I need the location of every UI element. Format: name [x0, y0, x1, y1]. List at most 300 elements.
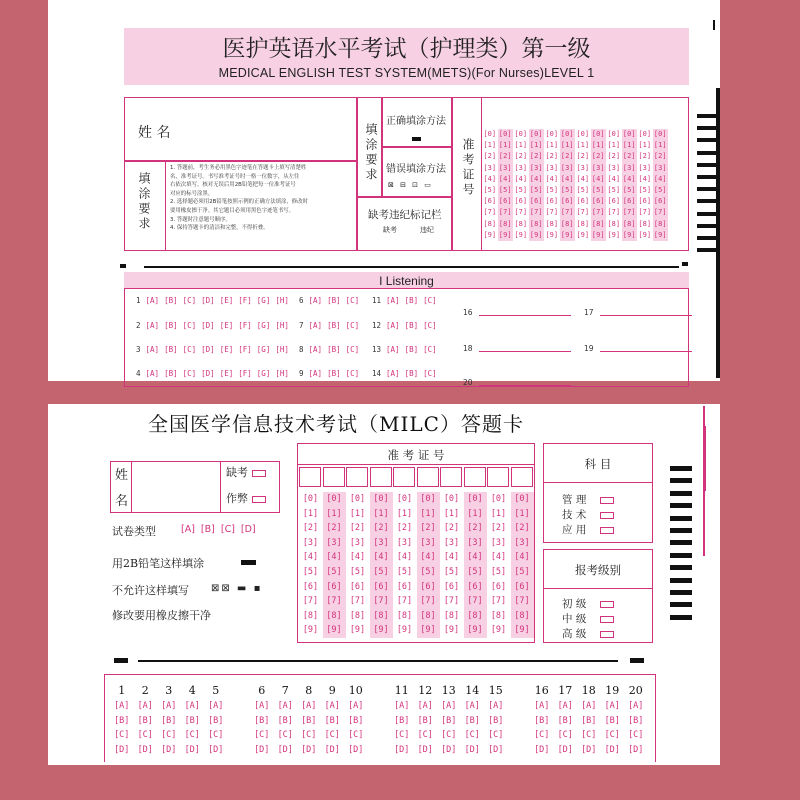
- digit-bubble[interactable]: [2]: [498, 152, 512, 161]
- choice-bubble[interactable]: [B]: [164, 296, 178, 305]
- subject-option[interactable]: [562, 507, 614, 522]
- digit-bubble[interactable]: [7]: [638, 208, 652, 217]
- choice-bubble[interactable]: [B]: [404, 296, 419, 305]
- digit-bubble[interactable]: [5]: [622, 185, 636, 194]
- digit-bubble[interactable]: [7]: [514, 208, 528, 217]
- digit-bubble[interactable]: [8]: [529, 219, 543, 228]
- answer-bubble[interactable]: [D]: [184, 744, 200, 755]
- choice-bubble[interactable]: [A]: [386, 296, 400, 305]
- subject-option-bubble[interactable]: [600, 527, 614, 534]
- answer-bubble[interactable]: [B]: [628, 715, 644, 726]
- digit-bubble[interactable]: [1]: [560, 141, 574, 150]
- digit-bubble[interactable]: [2]: [467, 523, 483, 534]
- level-option[interactable]: [562, 596, 614, 611]
- digit-bubble[interactable]: [6]: [349, 581, 366, 592]
- digit-bubble[interactable]: [9]: [483, 230, 497, 239]
- subject-option[interactable]: [562, 522, 614, 537]
- digit-bubble[interactable]: [3]: [483, 163, 497, 172]
- answer-bubble[interactable]: [B]: [394, 715, 410, 726]
- choice-bubble[interactable]: [H]: [275, 321, 289, 330]
- digit-bubble[interactable]: [7]: [576, 208, 590, 217]
- answer-bubble[interactable]: [D]: [254, 744, 270, 755]
- digit-bubble[interactable]: [2]: [514, 523, 530, 534]
- digit-bubble[interactable]: [2]: [638, 152, 652, 161]
- question-row[interactable]: [372, 321, 437, 330]
- fill-item[interactable]: [463, 308, 571, 317]
- answer-bubble[interactable]: [A]: [604, 701, 620, 711]
- fill-item-line[interactable]: [479, 346, 571, 352]
- digit-bubble[interactable]: [0]: [498, 130, 512, 138]
- digit-bubble[interactable]: [7]: [545, 208, 559, 217]
- digit-bubble[interactable]: [5]: [607, 185, 621, 194]
- digit-bubble[interactable]: [0]: [467, 494, 483, 504]
- level-option-bubble[interactable]: [600, 616, 614, 623]
- digit-bubble[interactable]: [1]: [302, 508, 319, 519]
- answer-bubble[interactable]: [B]: [301, 715, 317, 726]
- choice-bubble[interactable]: [D]: [201, 321, 215, 330]
- digit-bubble[interactable]: [8]: [560, 219, 574, 228]
- answer-bubble[interactable]: [A]: [394, 701, 410, 711]
- answer-group[interactable]: [530, 684, 648, 757]
- digit-bubble[interactable]: [9]: [498, 230, 512, 239]
- exam-id-column[interactable]: [560, 129, 576, 241]
- digit-bubble[interactable]: [6]: [373, 581, 389, 592]
- answer-bubble[interactable]: [A]: [114, 701, 130, 711]
- digit-bubble[interactable]: [5]: [467, 566, 483, 577]
- digit-bubble[interactable]: [8]: [498, 219, 512, 228]
- digit-bubble[interactable]: [0]: [396, 494, 413, 504]
- digit-bubble[interactable]: [3]: [622, 163, 636, 172]
- answer-bubble[interactable]: [C]: [208, 730, 224, 740]
- answer-bubble[interactable]: [A]: [184, 701, 200, 711]
- answer-column[interactable]: [414, 684, 438, 757]
- digit-bubble[interactable]: [4]: [467, 552, 483, 563]
- choice-bubble[interactable]: [C]: [182, 369, 197, 378]
- choice-bubble[interactable]: [E]: [219, 345, 234, 354]
- digit-bubble[interactable]: [8]: [302, 610, 319, 621]
- answer-bubble[interactable]: [B]: [277, 715, 293, 726]
- digit-bubble[interactable]: [5]: [373, 566, 389, 577]
- exam-id-column[interactable]: [440, 492, 463, 638]
- digit-bubble[interactable]: [7]: [326, 596, 342, 607]
- digit-bubble[interactable]: [3]: [545, 163, 559, 172]
- answer-bubble[interactable]: [A]: [301, 701, 317, 711]
- digit-bubble[interactable]: [3]: [576, 163, 590, 172]
- digit-bubble[interactable]: [6]: [490, 581, 507, 592]
- digit-bubble[interactable]: [9]: [490, 625, 507, 636]
- digit-bubble[interactable]: [4]: [349, 552, 366, 563]
- exam-id-write-cell[interactable]: [417, 467, 439, 487]
- digit-bubble[interactable]: [1]: [591, 141, 605, 150]
- question-row[interactable]: [136, 345, 289, 354]
- choice-bubble[interactable]: [A]: [308, 369, 323, 378]
- answer-column[interactable]: [437, 684, 461, 757]
- digit-bubble[interactable]: [3]: [443, 537, 460, 548]
- digit-bubble[interactable]: [7]: [467, 596, 483, 607]
- digit-bubble[interactable]: [2]: [326, 523, 342, 534]
- answer-bubble[interactable]: [C]: [137, 730, 153, 740]
- digit-bubble[interactable]: [9]: [420, 625, 436, 636]
- choice-bubble[interactable]: [B]: [404, 321, 419, 330]
- digit-bubble[interactable]: [6]: [514, 197, 528, 206]
- digit-bubble[interactable]: [4]: [529, 174, 543, 183]
- digit-bubble[interactable]: [4]: [607, 174, 621, 183]
- answer-column[interactable]: [601, 684, 625, 757]
- choice-bubble[interactable]: [D]: [201, 345, 215, 354]
- digit-bubble[interactable]: [6]: [545, 197, 559, 206]
- digit-bubble[interactable]: [2]: [302, 523, 319, 534]
- answer-bubble[interactable]: [C]: [254, 730, 270, 740]
- digit-bubble[interactable]: [7]: [483, 208, 497, 217]
- digit-bubble[interactable]: [9]: [326, 625, 342, 636]
- digit-bubble[interactable]: [8]: [349, 610, 366, 621]
- digit-bubble[interactable]: [9]: [302, 625, 319, 636]
- exam-id-column[interactable]: [511, 492, 534, 638]
- digit-bubble[interactable]: [7]: [607, 208, 621, 217]
- digit-bubble[interactable]: [6]: [396, 581, 413, 592]
- answer-bubble[interactable]: [D]: [394, 744, 410, 755]
- choice-bubble[interactable]: [F]: [238, 345, 252, 354]
- choice-bubble[interactable]: [G]: [256, 345, 271, 354]
- answer-bubble[interactable]: [B]: [324, 715, 340, 726]
- absent-flag[interactable]: [226, 464, 266, 480]
- answer-column[interactable]: [250, 684, 274, 757]
- exam-id-column[interactable]: [637, 129, 653, 241]
- paper-type-options[interactable]: [181, 524, 256, 535]
- answer-bubble[interactable]: [B]: [208, 715, 224, 726]
- answer-bubble[interactable]: [B]: [441, 715, 457, 726]
- answer-bubble[interactable]: [D]: [534, 744, 550, 755]
- exam-id-column[interactable]: [323, 492, 346, 638]
- digit-bubble[interactable]: [8]: [607, 219, 621, 228]
- digit-bubble[interactable]: [8]: [514, 219, 528, 228]
- digit-bubble[interactable]: [5]: [576, 185, 590, 194]
- digit-bubble[interactable]: [1]: [529, 141, 543, 150]
- absent-bubble[interactable]: [252, 470, 266, 477]
- answer-group[interactable]: [390, 684, 508, 757]
- digit-bubble[interactable]: [6]: [302, 581, 319, 592]
- digit-bubble[interactable]: [2]: [490, 523, 507, 534]
- answer-column[interactable]: [344, 684, 368, 757]
- choice-bubble[interactable]: [G]: [256, 369, 271, 378]
- fill-item-line[interactable]: [600, 346, 692, 352]
- digit-bubble[interactable]: [5]: [560, 185, 574, 194]
- question-row[interactable]: [299, 321, 359, 330]
- digit-bubble[interactable]: [0]: [545, 130, 559, 138]
- choice-bubble[interactable]: [B]: [164, 321, 178, 330]
- digit-bubble[interactable]: [5]: [591, 185, 605, 194]
- choice-bubble[interactable]: [A]: [145, 321, 160, 330]
- digit-bubble[interactable]: [5]: [302, 566, 319, 577]
- digit-bubble[interactable]: [8]: [420, 610, 436, 621]
- digit-bubble[interactable]: [9]: [545, 230, 559, 239]
- answer-bubble[interactable]: [D]: [557, 744, 573, 755]
- answer-bubble[interactable]: [B]: [417, 715, 433, 726]
- digit-bubble[interactable]: [1]: [490, 508, 507, 519]
- digit-bubble[interactable]: [0]: [514, 130, 528, 138]
- answer-group[interactable]: [250, 684, 368, 757]
- answer-column[interactable]: [530, 684, 554, 757]
- digit-bubble[interactable]: [3]: [529, 163, 543, 172]
- answer-bubble[interactable]: [D]: [604, 744, 620, 755]
- fill-item-line[interactable]: [479, 380, 571, 386]
- digit-bubble[interactable]: [5]: [490, 566, 507, 577]
- digit-bubble[interactable]: [4]: [638, 174, 652, 183]
- exam-id-write-cell[interactable]: [511, 467, 533, 487]
- digit-bubble[interactable]: [1]: [373, 508, 389, 519]
- digit-bubble[interactable]: [9]: [576, 230, 590, 239]
- digit-bubble[interactable]: [7]: [490, 596, 507, 607]
- digit-bubble[interactable]: [7]: [622, 208, 636, 217]
- answer-bubble[interactable]: [B]: [557, 715, 573, 726]
- digit-bubble[interactable]: [3]: [490, 537, 507, 548]
- choice-bubble[interactable]: [C]: [182, 321, 197, 330]
- choice-bubble[interactable]: [H]: [275, 345, 289, 354]
- choice-bubble[interactable]: [G]: [256, 296, 271, 305]
- digit-bubble[interactable]: [6]: [443, 581, 460, 592]
- digit-bubble[interactable]: [0]: [302, 494, 319, 504]
- choice-bubble[interactable]: [D]: [201, 369, 215, 378]
- digit-bubble[interactable]: [3]: [498, 163, 512, 172]
- exam-id-column[interactable]: [591, 129, 607, 241]
- digit-bubble[interactable]: [4]: [326, 552, 342, 563]
- digit-bubble[interactable]: [7]: [302, 596, 319, 607]
- cheat-flag[interactable]: [226, 490, 266, 506]
- digit-bubble[interactable]: [0]: [607, 130, 621, 138]
- answer-bubble[interactable]: [A]: [534, 701, 550, 711]
- digit-bubble[interactable]: [1]: [653, 141, 667, 150]
- digit-bubble[interactable]: [8]: [490, 610, 507, 621]
- answer-bubble[interactable]: [A]: [137, 701, 153, 711]
- digit-bubble[interactable]: [4]: [396, 552, 413, 563]
- digit-bubble[interactable]: [4]: [622, 174, 636, 183]
- digit-bubble[interactable]: [0]: [373, 494, 389, 504]
- answer-bubble[interactable]: [C]: [394, 730, 410, 740]
- choice-bubble[interactable]: [D]: [201, 296, 215, 305]
- exam-id-write-cell[interactable]: [440, 467, 462, 487]
- digit-bubble[interactable]: [3]: [349, 537, 366, 548]
- answer-column[interactable]: [624, 684, 648, 757]
- answer-bubble[interactable]: [D]: [441, 744, 457, 755]
- choice-bubble[interactable]: [C]: [182, 296, 197, 305]
- exam-id-grid[interactable]: [482, 129, 668, 241]
- digit-bubble[interactable]: [8]: [576, 219, 590, 228]
- digit-bubble[interactable]: [5]: [638, 185, 652, 194]
- answer-bubble[interactable]: [D]: [137, 744, 153, 755]
- digit-bubble[interactable]: [5]: [443, 566, 460, 577]
- choice-bubble[interactable]: [B]: [164, 369, 178, 378]
- digit-bubble[interactable]: [7]: [420, 596, 436, 607]
- choice-bubble[interactable]: [B]: [327, 321, 341, 330]
- digit-bubble[interactable]: [1]: [498, 141, 512, 150]
- digit-bubble[interactable]: [3]: [607, 163, 621, 172]
- answer-bubble[interactable]: [A]: [417, 701, 433, 711]
- choice-bubble[interactable]: [C]: [423, 321, 437, 330]
- choice-bubble[interactable]: [C]: [423, 369, 437, 378]
- question-row[interactable]: [136, 321, 289, 330]
- subject-option-bubble[interactable]: [600, 497, 614, 504]
- digit-bubble[interactable]: [4]: [653, 174, 667, 183]
- answer-column[interactable]: [321, 684, 345, 757]
- exam-id-column[interactable]: [498, 129, 514, 241]
- choice-bubble[interactable]: [A]: [386, 369, 400, 378]
- exam-id-column[interactable]: [487, 492, 510, 638]
- exam-id-write-cell[interactable]: [299, 467, 321, 487]
- digit-bubble[interactable]: [0]: [622, 130, 636, 138]
- exam-id-write-cell[interactable]: [487, 467, 509, 487]
- digit-bubble[interactable]: [2]: [622, 152, 636, 161]
- answer-bubble[interactable]: [D]: [301, 744, 317, 755]
- digit-bubble[interactable]: [0]: [420, 494, 436, 504]
- answer-column[interactable]: [554, 684, 578, 757]
- answer-bubble[interactable]: [D]: [208, 744, 224, 755]
- choice-bubble[interactable]: [E]: [219, 321, 234, 330]
- digit-bubble[interactable]: [3]: [514, 537, 530, 548]
- digit-bubble[interactable]: [5]: [420, 566, 436, 577]
- answer-bubble[interactable]: [D]: [114, 744, 130, 755]
- answer-bubble[interactable]: [B]: [581, 715, 597, 726]
- exam-id-write-cell[interactable]: [464, 467, 486, 487]
- question-row[interactable]: [372, 369, 437, 378]
- digit-bubble[interactable]: [2]: [443, 523, 460, 534]
- digit-bubble[interactable]: [2]: [420, 523, 436, 534]
- digit-bubble[interactable]: [3]: [514, 163, 528, 172]
- digit-bubble[interactable]: [1]: [576, 141, 590, 150]
- subject-option[interactable]: [562, 492, 614, 507]
- digit-bubble[interactable]: [2]: [576, 152, 590, 161]
- digit-bubble[interactable]: [3]: [396, 537, 413, 548]
- answer-bubble[interactable]: [C]: [488, 730, 504, 740]
- digit-bubble[interactable]: [9]: [467, 625, 483, 636]
- level-option[interactable]: [562, 626, 614, 641]
- digit-bubble[interactable]: [8]: [653, 219, 667, 228]
- digit-bubble[interactable]: [4]: [514, 174, 528, 183]
- digit-bubble[interactable]: [0]: [514, 494, 530, 504]
- digit-bubble[interactable]: [6]: [591, 197, 605, 206]
- choice-bubble[interactable]: [A]: [308, 296, 323, 305]
- answer-bubble[interactable]: [B]: [604, 715, 620, 726]
- question-row[interactable]: [136, 369, 289, 378]
- choice-bubble[interactable]: [C]: [182, 345, 197, 354]
- digit-bubble[interactable]: [5]: [514, 566, 530, 577]
- exam-id-column[interactable]: [393, 492, 416, 638]
- digit-bubble[interactable]: [7]: [529, 208, 543, 217]
- digit-bubble[interactable]: [3]: [653, 163, 667, 172]
- digit-bubble[interactable]: [1]: [607, 141, 621, 150]
- answer-bubble[interactable]: [D]: [348, 744, 364, 755]
- fill-item[interactable]: [584, 308, 692, 317]
- answer-bubble[interactable]: [B]: [348, 715, 364, 726]
- answer-bubble[interactable]: [B]: [464, 715, 480, 726]
- digit-bubble[interactable]: [6]: [483, 197, 497, 206]
- digit-bubble[interactable]: [6]: [576, 197, 590, 206]
- answer-bubble[interactable]: [A]: [441, 701, 457, 711]
- choice-bubble[interactable]: [F]: [238, 321, 252, 330]
- digit-bubble[interactable]: [2]: [483, 152, 497, 161]
- digit-bubble[interactable]: [8]: [545, 219, 559, 228]
- choice-bubble[interactable]: [A]: [386, 345, 400, 354]
- digit-bubble[interactable]: [9]: [653, 230, 667, 239]
- digit-bubble[interactable]: [0]: [529, 130, 543, 138]
- digit-bubble[interactable]: [2]: [653, 152, 667, 161]
- answer-column[interactable]: [181, 684, 205, 757]
- exam-id-column[interactable]: [575, 129, 591, 241]
- digit-bubble[interactable]: [6]: [560, 197, 574, 206]
- digit-bubble[interactable]: [9]: [529, 230, 543, 239]
- answer-bubble[interactable]: [C]: [161, 730, 177, 740]
- paper-type-bubble[interactable]: [A]: [181, 524, 195, 535]
- digit-bubble[interactable]: [5]: [653, 185, 667, 194]
- answer-bubble[interactable]: [C]: [417, 730, 433, 740]
- fill-item-line[interactable]: [600, 310, 692, 316]
- digit-bubble[interactable]: [7]: [373, 596, 389, 607]
- answer-column[interactable]: [110, 684, 134, 757]
- digit-bubble[interactable]: [0]: [638, 130, 652, 138]
- choice-bubble[interactable]: [F]: [238, 296, 252, 305]
- digit-bubble[interactable]: [4]: [576, 174, 590, 183]
- choice-bubble[interactable]: [C]: [345, 296, 360, 305]
- digit-bubble[interactable]: [8]: [467, 610, 483, 621]
- answer-bubble[interactable]: [B]: [534, 715, 550, 726]
- question-row[interactable]: [299, 345, 359, 354]
- choice-bubble[interactable]: [B]: [164, 345, 178, 354]
- exam-id-column[interactable]: [417, 492, 440, 638]
- digit-bubble[interactable]: [7]: [653, 208, 667, 217]
- answer-bubble[interactable]: [B]: [488, 715, 504, 726]
- fill-item-line[interactable]: [479, 310, 571, 316]
- digit-bubble[interactable]: [9]: [514, 625, 530, 636]
- exam-id-column[interactable]: [513, 129, 529, 241]
- answer-bubble[interactable]: [A]: [161, 701, 177, 711]
- choice-bubble[interactable]: [H]: [275, 296, 289, 305]
- digit-bubble[interactable]: [8]: [622, 219, 636, 228]
- question-row[interactable]: [372, 345, 437, 354]
- digit-bubble[interactable]: [8]: [373, 610, 389, 621]
- cheat-bubble[interactable]: [252, 496, 266, 503]
- digit-bubble[interactable]: [0]: [490, 494, 507, 504]
- answer-column[interactable]: [461, 684, 485, 757]
- digit-bubble[interactable]: [8]: [396, 610, 413, 621]
- digit-bubble[interactable]: [4]: [302, 552, 319, 563]
- answer-bubble[interactable]: [C]: [184, 730, 200, 740]
- answer-bubble[interactable]: [D]: [161, 744, 177, 755]
- choice-bubble[interactable]: [B]: [327, 369, 341, 378]
- digit-bubble[interactable]: [7]: [349, 596, 366, 607]
- choice-bubble[interactable]: [C]: [423, 345, 437, 354]
- digit-bubble[interactable]: [7]: [560, 208, 574, 217]
- digit-bubble[interactable]: [8]: [638, 219, 652, 228]
- choice-bubble[interactable]: [C]: [345, 369, 360, 378]
- choice-bubble[interactable]: [B]: [327, 296, 341, 305]
- answer-bubble[interactable]: [C]: [581, 730, 597, 740]
- digit-bubble[interactable]: [6]: [467, 581, 483, 592]
- digit-bubble[interactable]: [1]: [514, 141, 528, 150]
- digit-bubble[interactable]: [6]: [638, 197, 652, 206]
- answer-bubble[interactable]: [C]: [464, 730, 480, 740]
- digit-bubble[interactable]: [4]: [514, 552, 530, 563]
- answer-bubble[interactable]: [D]: [628, 744, 644, 755]
- digit-bubble[interactable]: [1]: [467, 508, 483, 519]
- digit-bubble[interactable]: [6]: [622, 197, 636, 206]
- digit-bubble[interactable]: [1]: [622, 141, 636, 150]
- subject-option-bubble[interactable]: [600, 512, 614, 519]
- answer-bubble[interactable]: [D]: [464, 744, 480, 755]
- digit-bubble[interactable]: [4]: [498, 174, 512, 183]
- digit-bubble[interactable]: [3]: [591, 163, 605, 172]
- choice-bubble[interactable]: [A]: [145, 296, 160, 305]
- digit-bubble[interactable]: [8]: [591, 219, 605, 228]
- digit-bubble[interactable]: [3]: [420, 537, 436, 548]
